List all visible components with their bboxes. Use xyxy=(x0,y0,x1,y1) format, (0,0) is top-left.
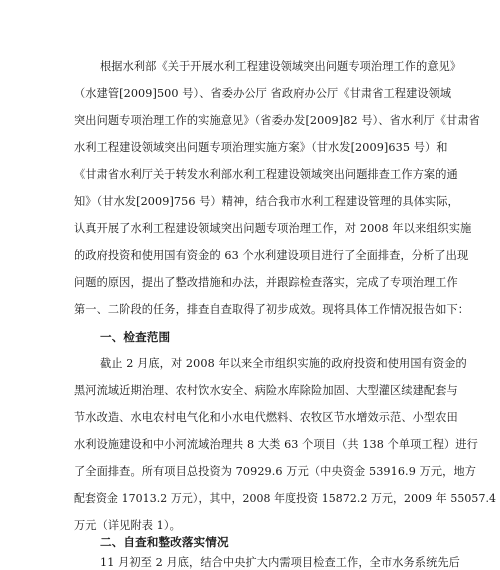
section-heading: 二、自查和整改落实情况 xyxy=(100,535,229,549)
section-heading: 一、检查范围 xyxy=(100,330,171,344)
paragraph-line: 知》（甘水发[2009]756 号）精神，结合我市水利工程建设管理的具体实际， xyxy=(74,195,459,208)
paragraph-line: 配套资金 17013.2 万元），其中，2008 年度投资 15872.2 万元，2009 年 55057.4 xyxy=(74,492,497,505)
paragraph-line: 突出问题专项治理工作的实施意见》（省委办发[2009]82 号）、省水利厅《甘肃省 xyxy=(74,114,480,127)
paragraph-line: 的政府投资和使用国有资金的 63 个水利建设项目进行了全面排查，分析了出现 xyxy=(74,249,469,262)
paragraph-line: 根据水利部《关于开展水利工程建设领域突出问题专项治理工作的意见》 xyxy=(100,60,462,73)
paragraph-line: 节水改造、水电农村电气化和小水电代燃料、农牧区节水增效示范、小型农田 xyxy=(74,411,458,424)
paragraph-line: 第一、二阶段的任务，排查自查取得了初步成效。现将具体工作情况报告如下： xyxy=(74,303,470,316)
paragraph-line: 黑河流域近期治理、农村饮水安全、病险水库除险加固、大型灌区续建配套与 xyxy=(74,384,458,397)
paragraph-line: 万元（详见附表 1）。 xyxy=(74,519,181,532)
paragraph-line: 了全面排查。所有项目总投资为 70929.6 万元（中央资金 53916.9 万元，地方 xyxy=(74,465,477,478)
paragraph-line: （水建管[2009]500 号）、省委办公厅 省政府办公厅《甘肃省工程建设领域 xyxy=(74,87,452,100)
paragraph-line: 水利设施建设和中小河流域治理共 8 大类 63 个项目（共 138 个单项工程）进行 xyxy=(74,438,478,451)
paragraph-line: 水利工程建设领域突出问题专项治理实施方案》（甘水发[2009]635 号）和 xyxy=(74,141,448,154)
paragraph-line: 截止 2 月底，对 2008 年以来全市组织实施的政府投资和使用国有资金的 xyxy=(100,357,467,370)
paragraph-line: 11 月初至 2 月底，结合中央扩大内需项目检查工作，全市水务系统先后 xyxy=(100,556,460,569)
paragraph-line: 认真开展了水利工程建设领域突出问题专项治理工作，对 2008 年以来组织实施 xyxy=(74,222,472,235)
paragraph-line: 《甘肃省水利厅关于转发水利部水利工程建设领域突出问题排查工作方案的通 xyxy=(74,168,458,181)
paragraph-line: 问题的原因，提出了整改措施和办法，并跟踪检查落实，完成了专项治理工作 xyxy=(74,276,458,289)
